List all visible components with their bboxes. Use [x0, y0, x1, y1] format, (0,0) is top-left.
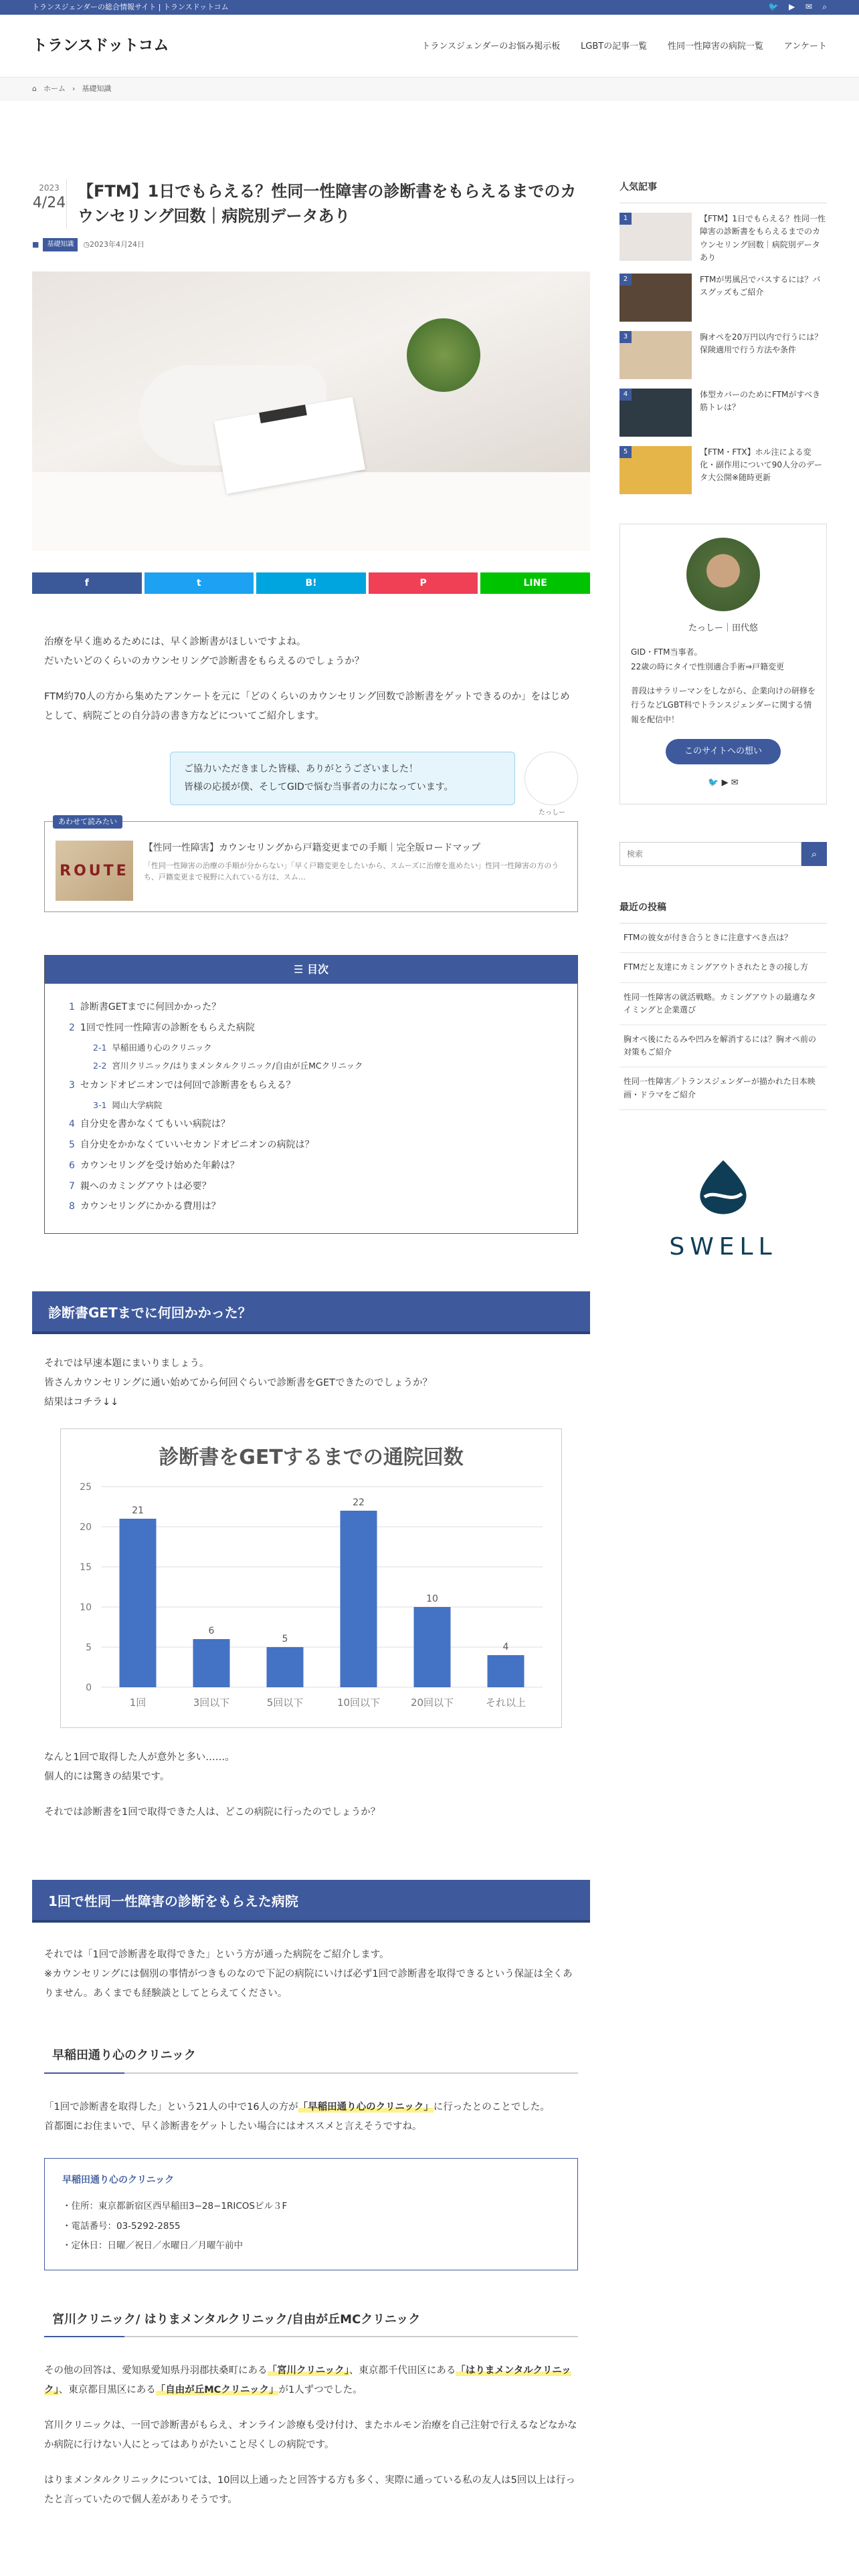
post-date-block: [32, 179, 67, 229]
post-month-day: 4/24: [32, 194, 66, 211]
x-tick-label: 10回以下: [337, 1697, 381, 1709]
sidebar: [619, 100, 827, 2510]
toc-item[interactable]: 1 診断書GETまでに何回かかった？: [69, 1002, 221, 1013]
bar: [193, 1639, 230, 1687]
data-label: 22: [353, 1497, 365, 1509]
intro-text-3: FTM約70人の方から集めたアンケートを元に「どのくらいのカウンセリング回数で診断書をゲットできるのか」をはじめとして、病院ごとの自分詩の書き方などについてご紹介します。: [44, 691, 570, 722]
profile-bio-2: 22歳の時にタイで性別適合手術⇒戸籍変更: [631, 661, 785, 671]
search-input[interactable]: [619, 842, 801, 866]
search-icon: ⌕: [811, 847, 818, 860]
bar: [267, 1647, 304, 1687]
mail-icon[interactable]: ✉: [805, 2, 812, 12]
profile-card: [619, 524, 827, 804]
recent-post-link[interactable]: FTMだと友達にカミングアウトされたときの接し方: [619, 953, 827, 982]
speech-balloon: [32, 752, 578, 817]
s1-after-3: それでは診断書を1回で取得できた人は、どこの病院に行ったのでしょうか？: [44, 1807, 381, 1818]
nav-item-board[interactable]: トランスジェンダーのお悩み掲示板: [421, 41, 561, 51]
clinic-address: ・住所：東京都新宿区西早稲田3−28−1RICOSビル３F: [62, 2200, 288, 2212]
list-icon: ☰: [294, 963, 307, 976]
profile-bio-1: GID・FTM当事者。: [631, 647, 702, 657]
site-tagline: トランスジェンダーの総合情報サイト | トランスドットコム: [32, 3, 229, 12]
s1-after-2: 個人的には驚きの結果です。: [44, 1772, 170, 1783]
about-site-button[interactable]: このサイトへの想い: [666, 739, 781, 764]
toc-item[interactable]: 2 1回で性同一性障害の診断をもらえた病院: [69, 1023, 255, 1034]
nav-item-articles[interactable]: LGBTの記事一覧: [581, 41, 648, 51]
recent-post-link[interactable]: 胸オペ後にたるみや凹みを解消するには？胸オペ前の対策もご紹介: [619, 1025, 827, 1067]
related-title[interactable]: 【性同一性障害】カウンセリングから戸籍変更までの手順｜完全版ロードマップ: [143, 843, 480, 854]
toc-item[interactable]: 3 セカンドオピニオンでは何回で診断書をもらえる？: [69, 1079, 296, 1091]
profile-bio-3: 普段はサラリーマンをしながら、企業向けの研修を行うなどLGBT科でトランスジェンダーに関する情報を配信中！: [631, 685, 816, 724]
data-label: 5: [282, 1634, 288, 1645]
toc-item[interactable]: 7 親へのカミングアウトは必要？: [69, 1180, 211, 1192]
recent-title: 最近の投稿: [619, 899, 827, 924]
toc-item[interactable]: 2-1 早稲田通り心のクリニック: [93, 1042, 212, 1053]
s1-text-2: 皆さんカウンセリングに通い始めてから何回ぐらいで診断書をGETできたのでしょうか？: [44, 1378, 432, 1389]
x-tick-label: 3回以下: [193, 1697, 230, 1709]
y-tick-label: 15: [80, 1562, 92, 1574]
swell-wordmark: SWELL: [669, 1232, 777, 1261]
s1-after-1: なんと1回で取得した人が意外と多い……。: [44, 1752, 235, 1763]
table-of-contents: [44, 955, 578, 1234]
breadcrumb-home[interactable]: ホーム: [43, 84, 66, 93]
share-buttons: [32, 572, 590, 594]
popular-item[interactable]: 1 【FTM】1日でもらえる？性同一性障害の診断書をもらえるまでのカウンセリング回数｜病院別データあり: [619, 213, 827, 264]
popular-item[interactable]: 3 胸オペを20万円以内で行うには？保険適用で行う方法や条件: [619, 331, 827, 379]
avatar-name: たっしー: [539, 809, 565, 817]
post-date: 2023年4月24日: [90, 240, 145, 249]
data-label: 4: [502, 1642, 509, 1653]
balloon-text-1: ご協力いただきました皆様、ありがとうございました！: [184, 764, 418, 775]
y-tick-label: 10: [80, 1602, 92, 1614]
chart-title: 診断書をGETするまでの通院回数: [159, 1446, 464, 1470]
swell-logo: [619, 1157, 827, 1269]
line-share-button[interactable]: LINE: [480, 572, 590, 594]
data-label: 6: [208, 1626, 215, 1637]
clinic-info-box: [44, 2158, 578, 2270]
data-label: 10: [426, 1594, 438, 1605]
post-meta: [32, 238, 590, 251]
twitter-icon[interactable]: 🐦: [708, 777, 719, 788]
mail-icon[interactable]: ✉: [731, 777, 739, 788]
featured-image: [32, 272, 590, 551]
popular-thumbnail: 4: [619, 389, 692, 437]
folder-icon: ■: [32, 240, 39, 249]
x-tick-label: 1回: [129, 1697, 147, 1709]
popular-thumbnail: 3: [619, 331, 692, 379]
popular-thumbnail: 2: [619, 274, 692, 322]
y-tick-label: 0: [86, 1683, 92, 1694]
home-icon: ⌂: [32, 84, 37, 93]
site-logo[interactable]: トランスドットコム: [32, 36, 169, 54]
s22-text-2: 宮川クリニックは、一回で診断書がもらえ、オンライン診療も受け付け、またホルモン治療を自己注射で行えるなどなかなか病院に行けない人にとってはありがたいこと尽くしの病院です。: [44, 2420, 577, 2451]
s21-text-1: 「1回で診断書を取得した」という21人の中で16人の方が「早稲田通り心のクリニック」に行ったとのことでした。: [44, 2101, 550, 2113]
chart-svg: [61, 1473, 563, 1721]
post-year: 2023: [39, 183, 60, 193]
pocket-share-button[interactable]: P: [369, 572, 478, 594]
page-title: 【FTM】1日でもらえる？性同一性障害の診断書をもらえるまでのカウンセリング回数｜病院別データあり: [78, 182, 577, 226]
s1-text-1: それでは早速本題にまいりましょう。: [44, 1358, 209, 1370]
popular-thumbnail: 5: [619, 446, 692, 494]
y-tick-label: 25: [80, 1482, 92, 1493]
s22-text-1: その他の回答は、愛知県愛知県丹羽郡扶桑町にある「宮川クリニック」、東京都千代田区にある「はりまメンタルクリニック」、東京都目黒区にある「自由が丘MCクリニック」が1人ずつでした。: [44, 2365, 571, 2396]
section-heading-2-1: 早稲田通り心のクリニック: [44, 2040, 578, 2073]
main-content: [32, 100, 590, 2510]
nav-item-survey[interactable]: アンケート: [783, 41, 827, 51]
related-article-card[interactable]: [44, 817, 578, 912]
toc-item[interactable]: 3-1 岡山大学病院: [93, 1099, 163, 1110]
related-thumbnail: ROUTE: [56, 841, 133, 901]
s22-text-3: はりまメンタルクリニックについては、10回以上通ったと回答する方も多く、実際に通っている私の友人は5回以上は行ったと言っていたので個人差がありそうです。: [44, 2475, 575, 2506]
popular-item[interactable]: 2 FTMが男風呂でバスするには？パスグッズもご紹介: [619, 274, 827, 322]
x-tick-label: それ以上: [485, 1697, 527, 1709]
related-excerpt: 「性同一性障害の治療の手順が分からない」「早く戸籍変更をしたいから、スムーズに治療を進めたい」性同一性障害の方のうち、戸籍変更まで視野に入れている方は、スム…: [143, 861, 559, 882]
section-heading-1: 診断書GETまでに何回かかった？: [32, 1291, 590, 1334]
profile-name: たっしー｜田代悠: [688, 623, 758, 633]
youtube-icon[interactable]: ▶: [721, 777, 729, 788]
toc-item[interactable]: 8 カウンセリングにかかる費用は？: [69, 1201, 221, 1212]
s2-text-2: ※カウンセリングには個別の事情がつきものなので下記の病院にいけば必ず1回で診断書を取得できるという保証は全くありません。あくまでも経験談としてとらえてください。: [44, 1969, 573, 2000]
facebook-share-button[interactable]: f: [32, 572, 142, 594]
x-tick-label: 20回以下: [410, 1697, 454, 1709]
recent-post-link[interactable]: 性同一性障害／トランスジェンダーが描かれた日本映画・ドラマをご紹介: [619, 1067, 827, 1109]
nav-item-hospitals[interactable]: 性同一性障害の病院一覧: [667, 41, 763, 51]
bar: [488, 1655, 524, 1687]
site-header: [0, 15, 859, 78]
toc-item[interactable]: 5 自分史をかかなくていいセカンドオピニオンの病院は？: [69, 1140, 314, 1151]
top-bar: [0, 0, 859, 15]
bar: [414, 1607, 451, 1687]
hatena-share-button[interactable]: B!: [256, 572, 366, 594]
search-button[interactable]: [801, 842, 827, 866]
section-heading-2-2: 宮川クリニック/ はりまメンタルクリニック/自由が丘MCクリニック: [44, 2304, 578, 2337]
popular-item[interactable]: 4 体型カバーのためにFTMがすべき筋トレは？: [619, 389, 827, 437]
popular-title: 人気記事: [619, 179, 827, 203]
bar-chart: [60, 1428, 562, 1728]
profile-photo: [686, 538, 760, 611]
clinic-holidays: ・定休日：日曜／祝日／水曜日／月曜午前中: [62, 2240, 243, 2252]
recent-post-link[interactable]: FTMの彼女が付き合うときに注意すべき点は？: [619, 924, 827, 953]
recent-post-link[interactable]: 性同一性障害の就活戦略。カミングアウトの最適なタイミングと企業選び: [619, 983, 827, 1025]
search-icon[interactable]: ⌕: [822, 2, 827, 12]
clinic-name: 早稲田通り心のクリニック: [62, 2174, 175, 2185]
avatar: [524, 752, 578, 817]
y-tick-label: 5: [86, 1642, 92, 1654]
s2-text-1: それでは「1回で診断書を取得できた」という方が通った病院をご紹介します。: [44, 1949, 389, 1961]
swell-drop-icon: [683, 1157, 763, 1217]
related-tag: あわせて読みたい: [53, 815, 122, 829]
bar: [341, 1511, 377, 1687]
toc-item[interactable]: 2-2 宮川クリニック/はりまメンタルクリニック/自由が丘MCクリニック: [93, 1061, 363, 1071]
balloon-text-2: 皆様の応援が僕、そしてGIDで悩む当事者の力になっています。: [184, 781, 454, 792]
search-form: [619, 842, 827, 866]
youtube-icon[interactable]: ▶: [788, 2, 795, 12]
intro-text-1: 治療を早く進めるためには、早く診断書がほしいですよね。: [44, 637, 306, 648]
x-tick-label: 5回以下: [266, 1697, 304, 1709]
breadcrumb-category[interactable]: 基礎知識: [82, 84, 112, 93]
toc-item[interactable]: 4 自分史を書かなくてもいい病院は？: [69, 1119, 230, 1130]
s21-text-2: 首都圏にお住まいで、早く診断書をゲットしたい場合にはオススメと言えそうですね。: [44, 2121, 422, 2132]
clock-icon: ◷: [83, 240, 90, 249]
popular-item[interactable]: 5 【FTM・FTX】ホル注による変化・副作用について90人分のデータ大公開※随時更新: [619, 446, 827, 494]
category-badge[interactable]: 基礎知識: [43, 238, 78, 251]
popular-thumbnail: 1: [619, 213, 692, 261]
global-nav: [404, 37, 827, 55]
toc-item[interactable]: 6 カウンセリングを受け始めた年齢は？: [69, 1160, 240, 1171]
twitter-share-button[interactable]: t: [145, 572, 254, 594]
clinic-phone: ・電話番号：03-5292-2855: [62, 2220, 181, 2232]
s1-text-3: 結果はコチラ↓↓: [44, 1397, 119, 1408]
twitter-icon[interactable]: 🐦: [768, 2, 779, 12]
bar: [120, 1519, 157, 1687]
y-tick-label: 20: [80, 1522, 92, 1533]
intro-text-2: だいたいどのくらいのカウンセリングで診断書をもらえるのでしょうか？: [44, 656, 365, 667]
section-heading-2: 1回で性同一性障害の診断をもらえた病院: [32, 1880, 590, 1923]
breadcrumb: ⌂ ホーム › 基礎知識: [0, 78, 859, 100]
toc-title: 目次: [306, 963, 328, 976]
data-label: 21: [132, 1505, 144, 1517]
